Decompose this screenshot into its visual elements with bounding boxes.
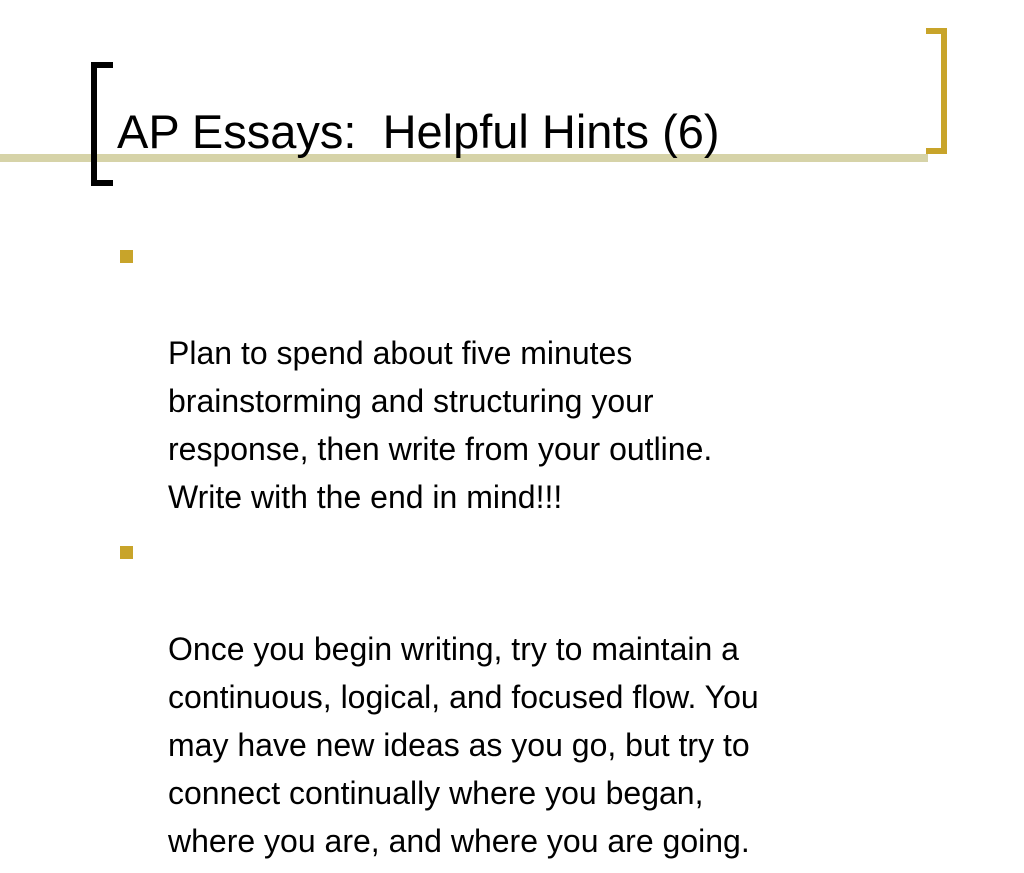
- bullet-list: [118, 233, 928, 873]
- bullet-item-1: [118, 233, 928, 521]
- bullet-text-1: Plan to spend about five minutes brainstorming and structuring your response, then write from your outline. Write with the end in mind!!!: [168, 335, 713, 515]
- bullet-text-2: Once you begin writing, try to maintain a continuous, logical, and focused flow. You may have new ideas as you go, but try to connect continually where you began, where you are, and where you are going.: [168, 631, 759, 859]
- left-bracket-decoration: [91, 62, 113, 186]
- slide-title: AP Essays: Helpful Hints (6): [117, 105, 720, 158]
- square-bullet-icon: [120, 250, 133, 263]
- bullet-item-2: [118, 529, 928, 865]
- square-bullet-icon: [120, 546, 133, 559]
- right-bracket-decoration: [926, 28, 947, 154]
